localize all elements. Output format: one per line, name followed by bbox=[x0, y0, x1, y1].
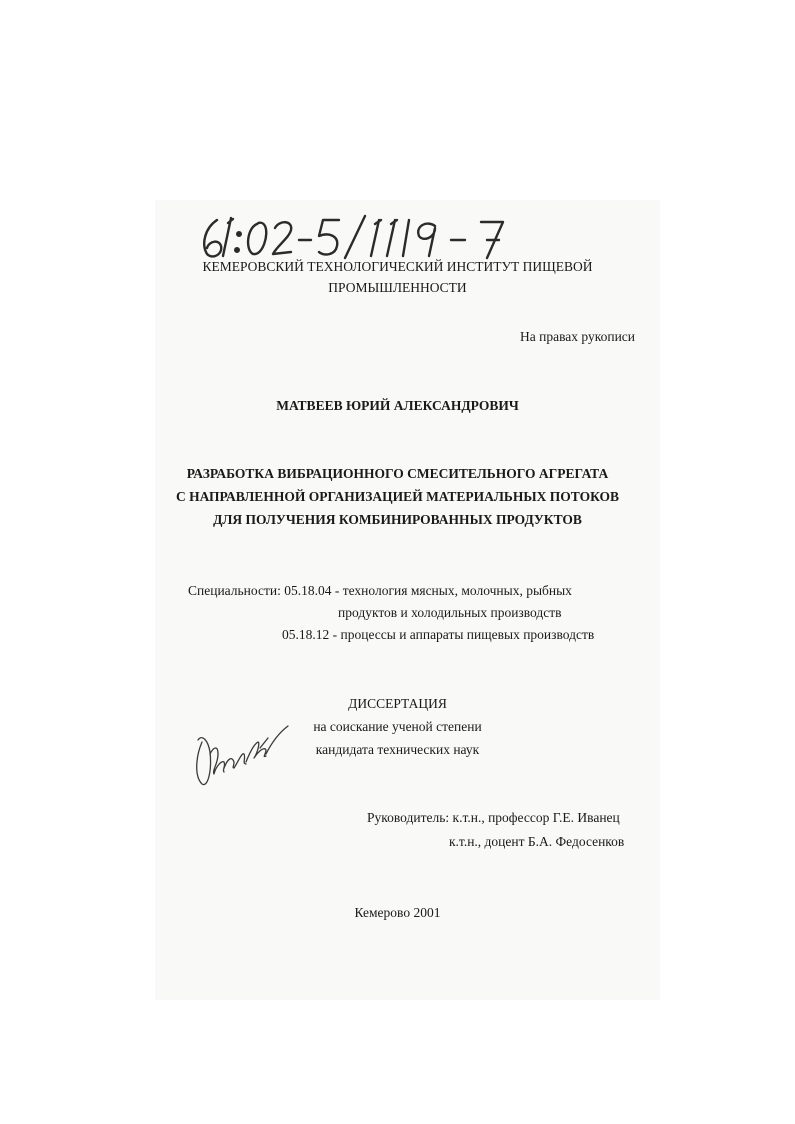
institution-line-2: ПРОМЫШЛЕННОСТИ bbox=[328, 280, 467, 295]
author-name: МАТВЕЕВ ЮРИЙ АЛЕКСАНДРОВИЧ bbox=[276, 398, 519, 413]
specialties-line-3: 05.18.12 - процессы и аппараты пищевых производств bbox=[282, 627, 595, 642]
dissertation-heading: ДИССЕРТАЦИЯ bbox=[348, 696, 447, 711]
dissertation-line-1: на соискание ученой степени bbox=[313, 719, 482, 734]
manuscript-rights-label: На правах рукописи bbox=[520, 329, 636, 344]
place-and-year: Кемерово 2001 bbox=[354, 905, 441, 920]
title-line-1: РАЗРАБОТКА ВИБРАЦИОННОГО СМЕСИТЕЛЬНОГО АГРЕГАТА bbox=[186, 466, 609, 481]
dissertation-line-2: кандидата технических наук bbox=[315, 742, 480, 757]
handwritten-archive-number bbox=[195, 212, 535, 264]
supervisor-line-1: Руководитель: к.т.н., профессор Г.Е. Иванец bbox=[367, 810, 620, 825]
specialties-line-2: продуктов и холодильных производств bbox=[338, 605, 562, 620]
supervisor-line-2: к.т.н., доцент Б.А. Федосенков bbox=[449, 834, 625, 849]
specialties-line-1: Специальности: 05.18.04 - технология мясных, молочных, рыбных bbox=[188, 583, 572, 598]
title-line-3: ДЛЯ ПОЛУЧЕНИЯ КОМБИНИРОВАННЫХ ПРОДУКТОВ bbox=[213, 512, 582, 527]
page-sheet bbox=[155, 200, 660, 1000]
institution-line-1: КЕМЕРОВСКИЙ ТЕХНОЛОГИЧЕСКИЙ ИНСТИТУТ ПИЩЕВОЙ bbox=[202, 259, 593, 274]
author-signature bbox=[188, 712, 298, 796]
title-line-2: С НАПРАВЛЕННОЙ ОРГАНИЗАЦИЕЙ МАТЕРИАЛЬНЫХ ПОТОКОВ bbox=[175, 489, 620, 504]
